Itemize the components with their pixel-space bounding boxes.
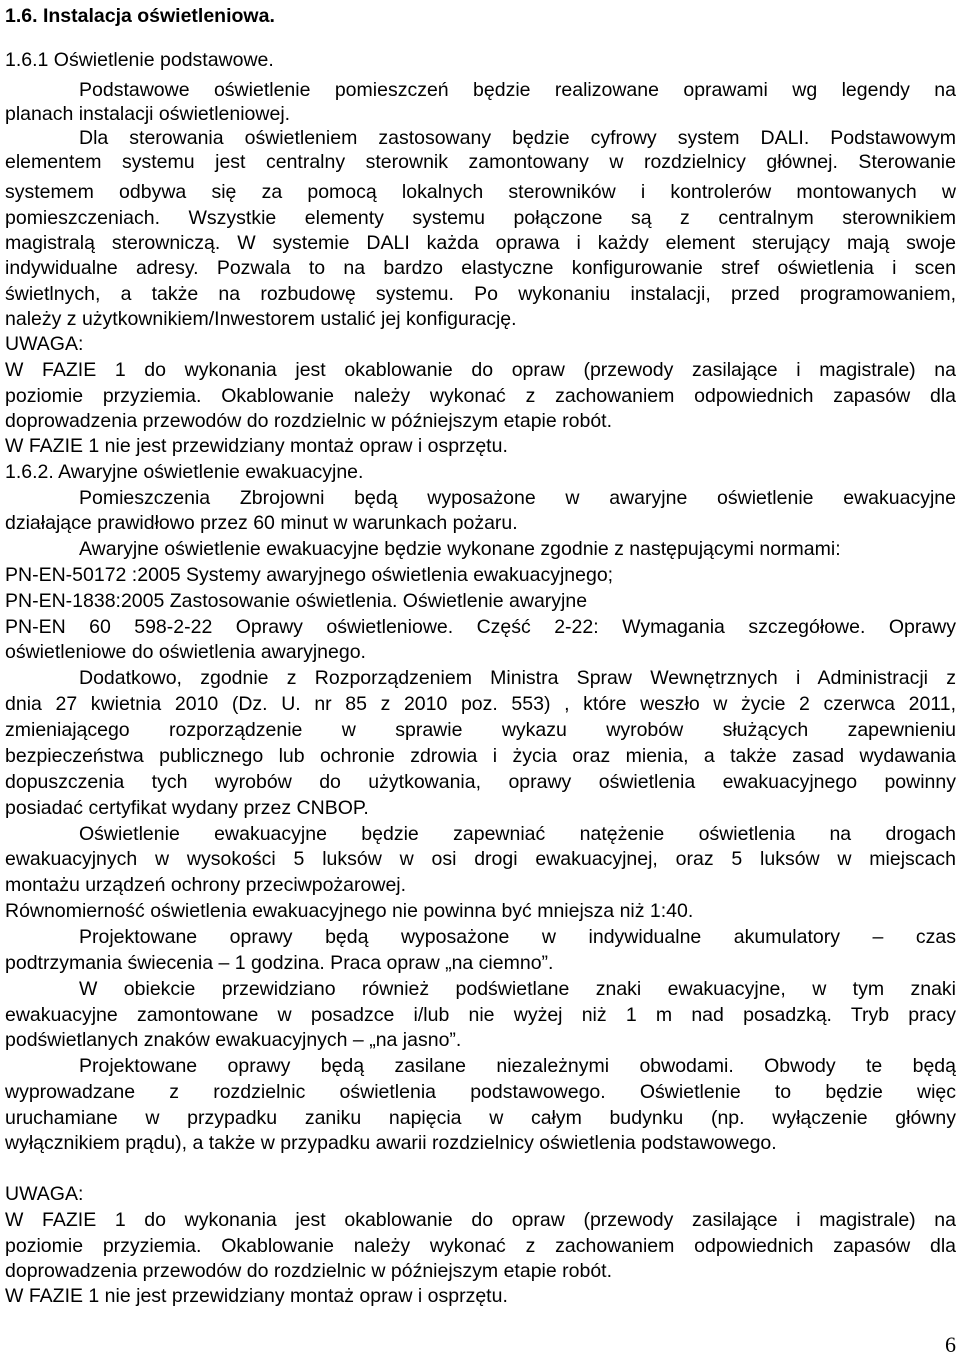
section-heading: 1.6. Instalacja oświetleniowa. <box>5 5 275 27</box>
text-line: dopuszczenia tych wyrobów do użytkowania, oprawy oświetlenia ewakuacyjnego powinny <box>5 771 956 793</box>
text-line: zmieniającego rozporządzenie w sprawie wykazu wyrobów służących zapewnieniu <box>5 719 956 741</box>
text-line: systemem odbywa się za pomocą lokalnych sterowników i kontrolerów montowanych w <box>5 181 956 203</box>
text-line: Podstawowe oświetlenie pomieszczeń będzie realizowane oprawami wg legendy na <box>79 79 956 101</box>
text-line: magistralą sterowniczą. W systemie DALI każda oprawa i każdy element sterujący mają swoje <box>5 232 956 254</box>
text-line: pomieszczeniach. Wszystkie elementy systemu połączone są z centralnym sterownikiem <box>5 207 956 229</box>
text-line: wyłącznikiem prądu), a także w przypadku awarii rozdzielnicy oświetlenia podstawowego. <box>5 1132 777 1154</box>
text-line: bezpieczeństwa publicznego lub ochronie zdrowia i życia oraz mienia, a także zasad wydawania <box>5 745 956 767</box>
text-line: Pomieszczenia Zbrojowni będą wyposażone w awaryjne oświetlenie ewakuacyjne <box>79 487 956 509</box>
text-line: dnia 27 kwietnia 2010 (Dz. U. nr 85 z 2010 poz. 553) , które weszło w życie 2 czerwca 2011, <box>5 693 956 715</box>
text-line: Awaryjne oświetlenie ewakuacyjne będzie wykonane zgodnie z następującymi normami: <box>79 538 841 560</box>
text-line: Dodatkowo, zgodnie z Rozporządzeniem Ministra Spraw Wewnętrznych i Administracji z <box>79 667 956 689</box>
text-line: Oświetlenie ewakuacyjne będzie zapewniać natężenie oświetlenia na drogach <box>79 823 956 845</box>
text-line: Projektowane oprawy będą zasilane niezależnymi obwodami. Obwody te będą <box>79 1055 956 1077</box>
text-line: indywidualne adresy. Pozwala to na bardzo elastyczne konfigurowanie stref oświetlenia i scen <box>5 257 956 279</box>
text-line: UWAGA: <box>5 1183 84 1205</box>
text-line: ewakuacyjnych w wysokości 5 luksów w osi drogi ewakuacyjnej, oraz 5 luksów w miejscach <box>5 848 956 870</box>
text-line: Projektowane oprawy będą wyposażone w indywidualne akumulatory – czas <box>79 926 956 948</box>
text-line: W FAZIE 1 do wykonania jest okablowanie do opraw (przewody zasilające i magistrale) na <box>5 1209 956 1231</box>
text-line: 1.6.2. Awaryjne oświetlenie ewakuacyjne. <box>5 461 364 483</box>
text-line: uruchamiane w przypadku zaniku napięcia w całym budynku (np. wyłączenie główny <box>5 1107 956 1129</box>
text-line: planach instalacji oświetleniowej. <box>5 103 291 125</box>
text-line: UWAGA: <box>5 333 84 355</box>
text-line: oświetleniowe do oświetlenia awaryjnego. <box>5 641 366 663</box>
text-line: doprowadzenia przewodów do rozdzielnic w późniejszym etapie robót. <box>5 1260 612 1282</box>
text-line: PN-EN 60 598-2-22 Oprawy oświetleniowe. Część 2-22: Wymagania szczegółowe. Oprawy <box>5 616 956 638</box>
text-line: montażu urządzeń ochrony przeciwpożarowej. <box>5 874 407 896</box>
text-line: podświetlanych znaków ewakuacyjnych – „na jasno”. <box>5 1029 462 1051</box>
text-line: poziomie przyziemia. Okablowanie należy wykonać z zachowaniem odpowiednich zapasów dla <box>5 1235 956 1257</box>
text-line: świetlnych, a także na rozbudowę systemu. Po wykonaniu instalacji, przed programowaniem, <box>5 283 956 305</box>
text-line: poziomie przyziemia. Okablowanie należy wykonać z zachowaniem odpowiednich zapasów dla <box>5 385 956 407</box>
page-number: 6 <box>945 1332 956 1357</box>
text-line: W FAZIE 1 nie jest przewidziany montaż opraw i osprzętu. <box>5 435 508 457</box>
text-line: W FAZIE 1 do wykonania jest okablowanie do opraw (przewody zasilające i magistrale) na <box>5 359 956 381</box>
text-line: Dla sterowania oświetleniem zastosowany będzie cyfrowy system DALI. Podstawowym <box>79 127 956 149</box>
text-line: PN-EN-1838:2005 Zastosowanie oświetlenia. Oświetlenie awaryjne <box>5 590 588 612</box>
text-line: W FAZIE 1 nie jest przewidziany montaż opraw i osprzętu. <box>5 1285 508 1307</box>
text-line: należy z użytkownikiem/Inwestorem ustalić jej konfigurację. <box>5 308 517 330</box>
text-line: doprowadzenia przewodów do rozdzielnic w późniejszym etapie robót. <box>5 410 612 432</box>
text-line: PN-EN-50172 :2005 Systemy awaryjnego oświetlenia ewakuacyjnego; <box>5 564 614 586</box>
text-line: działające prawidłowo przez 60 minut w warunkach pożaru. <box>5 512 518 534</box>
text-line: ewakuacyjne zamontowane w posadzce i/lub nie wyżej niż 1 m nad posadzką. Tryb pracy <box>5 1004 956 1026</box>
text-line: podtrzymania świecenia – 1 godzina. Praca opraw „na ciemno”. <box>5 952 554 974</box>
text-line: 1.6.1 Oświetlenie podstawowe. <box>5 49 274 71</box>
text-line: posiadać certyfikat wydany przez CNBOP. <box>5 797 369 819</box>
text-line: W obiekcie przewidziano również podświetlane znaki ewakuacyjne, w tym znaki <box>79 978 956 1000</box>
text-line: Równomierność oświetlenia ewakuacyjnego nie powinna być mniejsza niż 1:40. <box>5 900 694 922</box>
text-line: elementem systemu jest centralny sterownik zamontowany w rozdzielnicy głównej. Sterowanie <box>5 151 956 173</box>
text-line: wyprowadzane z rozdzielnic oświetlenia podstawowego. Oświetlenie to będzie więc <box>5 1081 956 1103</box>
